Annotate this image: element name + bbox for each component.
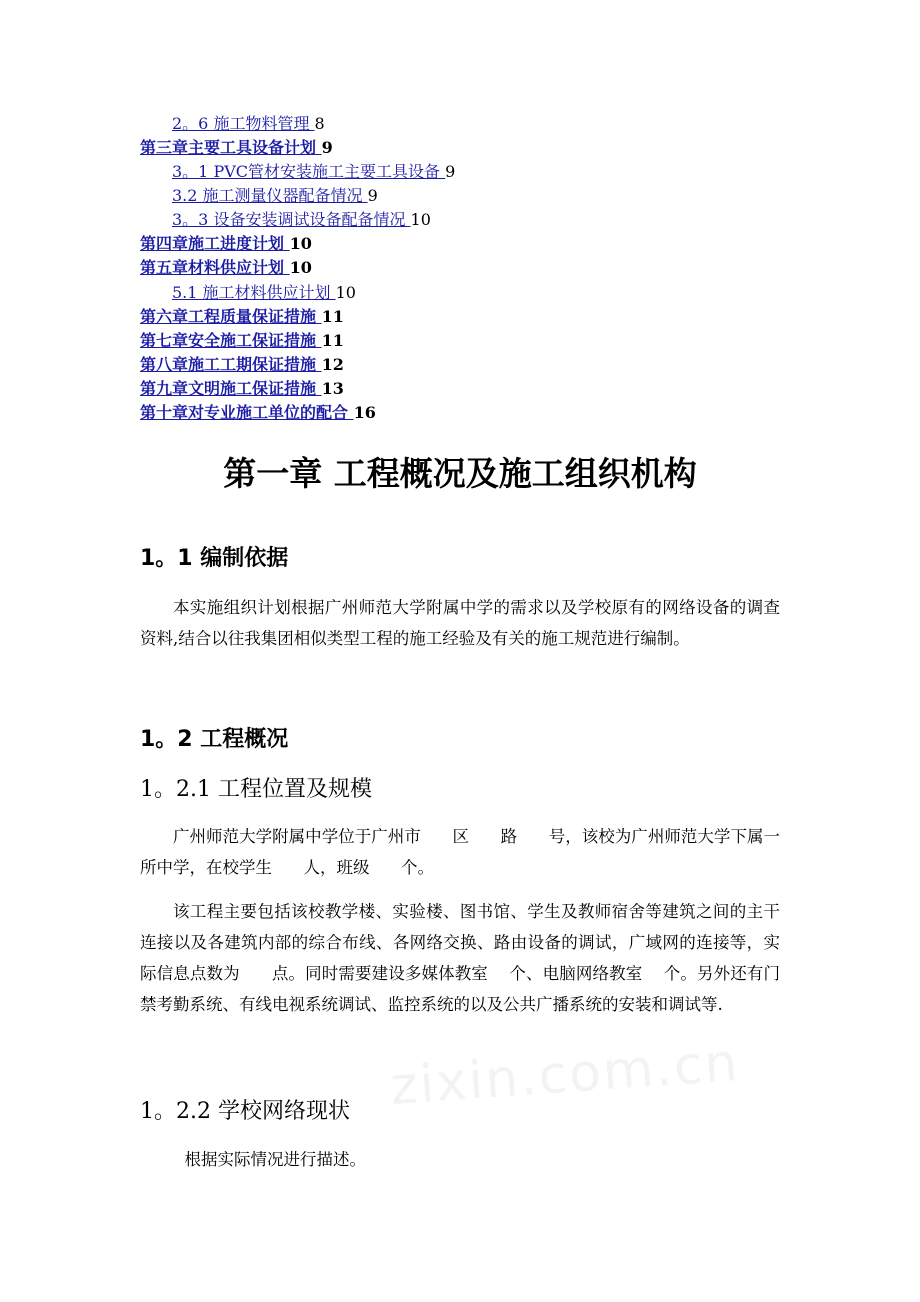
toc-entry[interactable] <box>172 113 325 135</box>
toc-entry-link[interactable]: 第三章主要工具设备计划 <box>140 138 322 157</box>
toc-entry[interactable] <box>140 257 312 279</box>
toc-entry-link[interactable]: 3.2 施工测量仪器配备情况 <box>172 186 368 205</box>
toc-entry[interactable] <box>140 402 376 424</box>
toc-entry-page: 10 <box>289 258 312 277</box>
watermark <box>388 1033 741 1117</box>
subsection-heading-1-2-1: 1。2.1 工程位置及规模 <box>140 777 372 802</box>
toc-entry-page: 9 <box>321 138 333 157</box>
toc-entry[interactable] <box>140 137 333 159</box>
toc-entry-link[interactable]: 3。3 设备安装调试设备配备情况 <box>172 210 411 229</box>
toc-entry-page: 11 <box>321 331 344 350</box>
toc-entry-link[interactable]: 3。1 PVC管材安装施工主要工具设备 <box>172 162 446 181</box>
toc-entry-page: 16 <box>353 403 376 422</box>
toc-entry[interactable] <box>172 161 455 183</box>
toc-entry[interactable] <box>140 354 344 376</box>
toc-entry-page: 11 <box>321 307 344 326</box>
toc-entry-link[interactable]: 第八章施工工期保证措施 <box>140 355 322 374</box>
toc-entry-link[interactable]: 第十章对专业施工单位的配合 <box>140 403 354 422</box>
toc-entry-page: 9 <box>445 162 456 181</box>
subsection-1-2-2-paragraph: 根据实际情况进行描述。 <box>184 1150 367 1169</box>
toc-entry-link[interactable]: 第九章文明施工保证措施 <box>140 379 322 398</box>
toc-entry-page: 10 <box>289 234 312 253</box>
toc-entry-page: 13 <box>321 379 344 398</box>
toc-entry-page: 8 <box>314 114 325 133</box>
toc-entry[interactable] <box>172 282 356 304</box>
toc-entry-page: 10 <box>335 283 356 302</box>
toc-entry-page: 12 <box>321 355 344 374</box>
toc-entry-link[interactable]: 第五章材料供应计划 <box>140 258 290 277</box>
toc-entry-link[interactable]: 第七章安全施工保证措施 <box>140 331 322 350</box>
section-heading-1-1: 1。1 编制依据 <box>140 546 289 571</box>
toc-entry[interactable] <box>172 185 378 207</box>
toc-entry-link[interactable]: 第四章施工进度计划 <box>140 234 290 253</box>
subsection-heading-1-2-2: 1。2.2 学校网络现状 <box>140 1099 350 1124</box>
chapter-title: 第一章 工程概况及施工组织机构 <box>223 454 697 493</box>
toc-entry-link[interactable]: 5.1 施工材料供应计划 <box>172 283 336 302</box>
subsection-1-2-1-paragraph-2: 该工程主要包括该校教学楼、实验楼、图书馆、学生及教师宿舍等建筑之间的主干连接以及各建筑内部的综合布线、各网络交换、路由设备的调试，广域网的连接等，实际信息点数为 点。同时需要建设多媒体教室 个、电脑网络教室 个。另外还有门禁考勤系统、有线电视系统调试、监控系统的以及公共广播系统的安装和调试等. <box>140 902 780 1014</box>
toc-entry[interactable] <box>140 306 344 328</box>
toc-entry[interactable] <box>172 209 431 231</box>
toc-entry[interactable] <box>140 378 344 400</box>
subsection-1-2-1-paragraph-1: 广州师范大学附属中学位于广州市 区 路 号，该校为广州师范大学下属一所中学，在校学生 人，班级 个。 <box>140 827 780 877</box>
section-1-1-paragraph: 本实施组织计划根据广州师范大学附属中学的需求以及学校原有的网络设备的调查资料,结合以往我集团相似类型工程的施工经验及有关的施工规范进行编制。 <box>140 598 780 648</box>
toc-entry-link[interactable]: 第六章工程质量保证措施 <box>140 307 322 326</box>
toc-entry-link[interactable]: 2。6 施工物料管理 <box>172 114 315 133</box>
toc-entry-page: 9 <box>367 186 378 205</box>
section-heading-1-2: 1。2 工程概况 <box>140 727 289 752</box>
toc-entry[interactable] <box>140 233 312 255</box>
toc-entry-page: 10 <box>410 210 431 229</box>
toc-entry[interactable] <box>140 330 344 352</box>
